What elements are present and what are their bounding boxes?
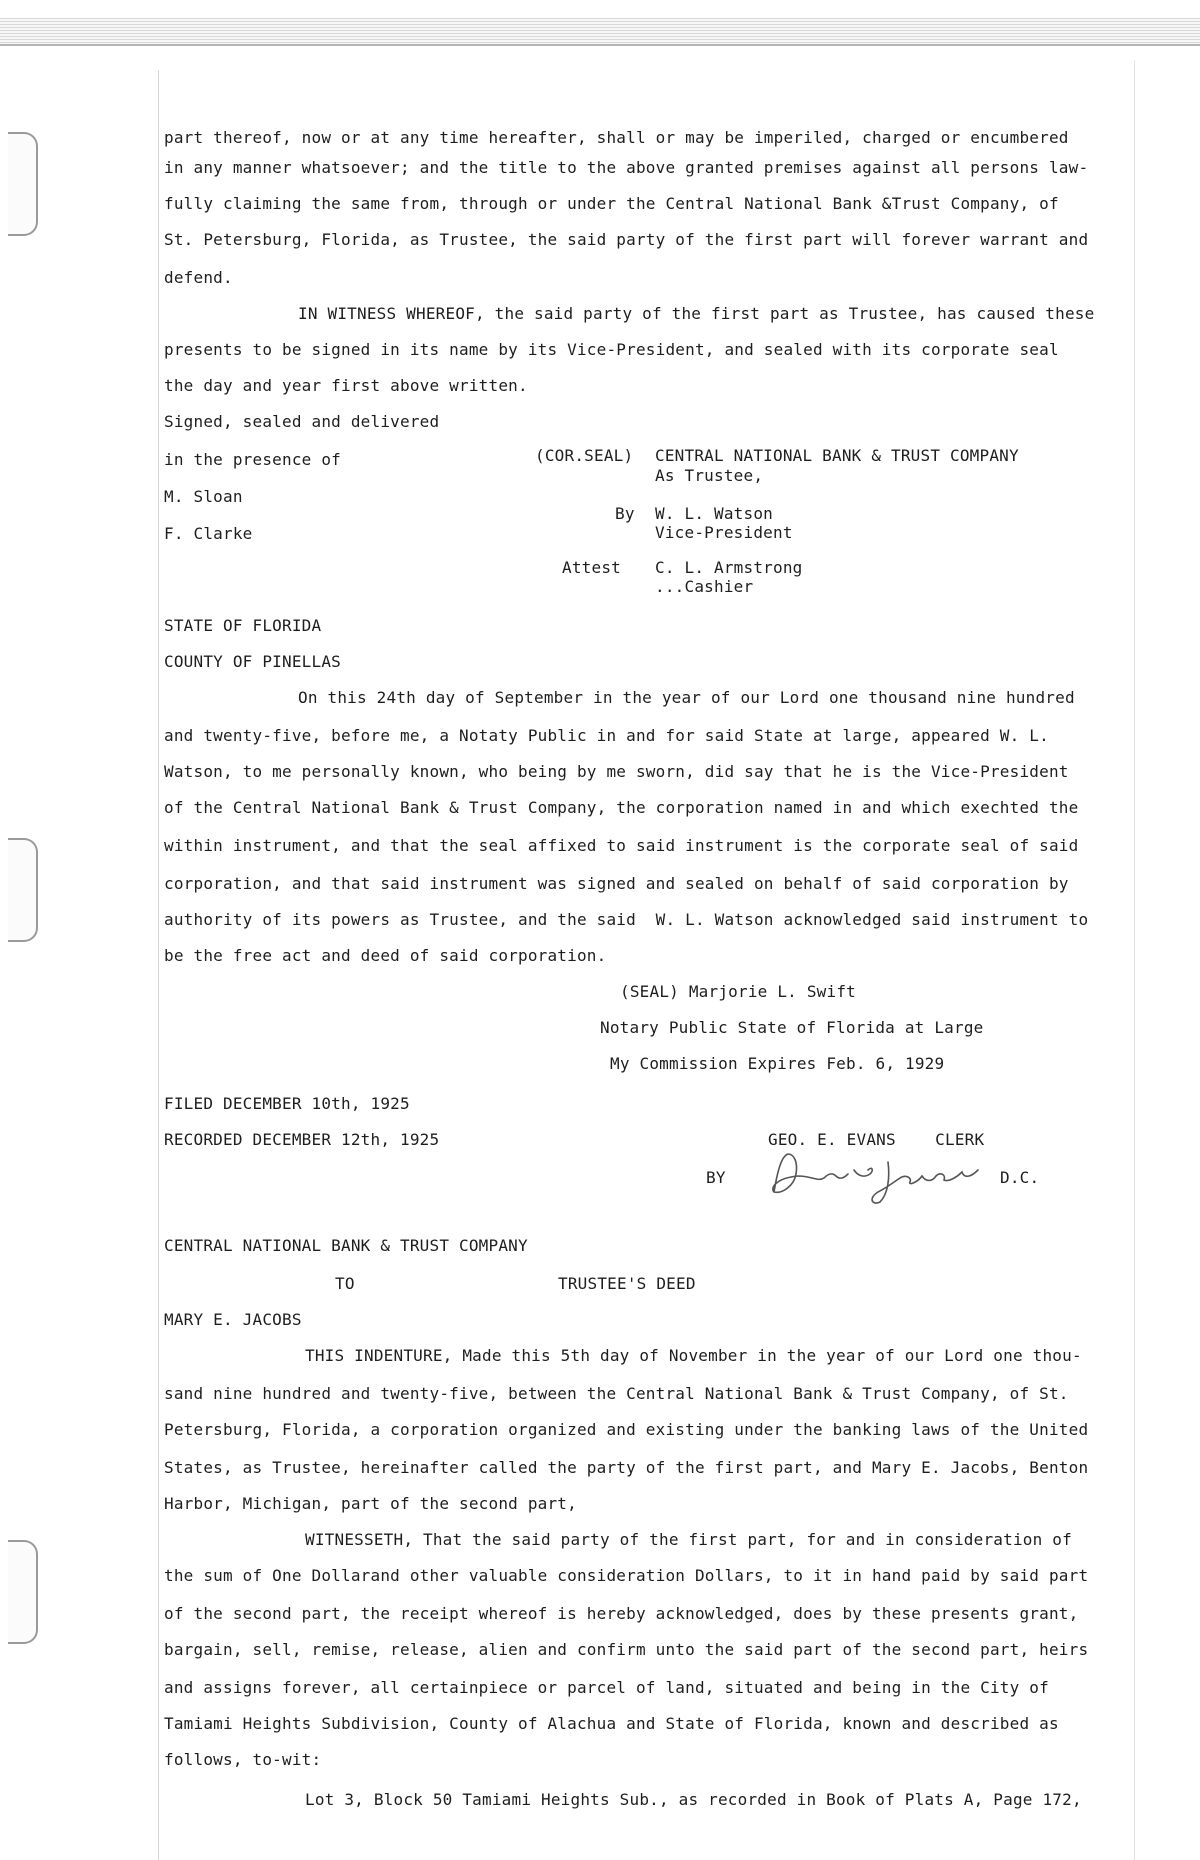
deputy-clerk: D.C. xyxy=(1000,1168,1040,1187)
corporate-seal-label: (COR.SEAL) xyxy=(535,446,634,465)
notary-title: Notary Public State of Florida at Large xyxy=(600,1018,984,1037)
text-line: of the Central National Bank & Trust Company, the corporation named in and which exechted the xyxy=(164,798,1079,817)
attester-title: ...Cashier xyxy=(655,577,754,596)
right-margin-rule xyxy=(1134,60,1135,1860)
scan-top-rule xyxy=(0,44,1200,46)
text-line: in any manner whatsoever; and the title to the above granted premises against all persons law- xyxy=(164,158,1089,177)
scan-top-band xyxy=(0,18,1200,44)
text-line: Petersburg, Florida, a corporation organized and existing under the banking laws of the United xyxy=(164,1420,1089,1439)
binder-hole-icon xyxy=(8,838,38,942)
signed-line: Signed, sealed and delivered xyxy=(164,412,440,431)
text-line: the day and year first above written. xyxy=(164,376,528,395)
text-line: Tamiami Heights Subdivision, County of Alachua and State of Florida, known and described as xyxy=(164,1714,1059,1733)
text-line: WITNESSETH, That the said party of the first part, for and in consideration of xyxy=(305,1530,1072,1549)
recorded-date: RECORDED DECEMBER 12th, 1925 xyxy=(164,1130,440,1149)
text-line: defend. xyxy=(164,268,233,287)
witness-name: F. Clarke xyxy=(164,524,253,543)
attester-name: C. L. Armstrong xyxy=(655,558,803,577)
notary-signature-line: (SEAL) Marjorie L. Swift xyxy=(620,982,856,1001)
text-line: presents to be signed in its name by its Vice-President, and sealed with its corporate seal xyxy=(164,340,1059,359)
handwritten-signature xyxy=(768,1148,998,1208)
deed-type: TRUSTEE'S DEED xyxy=(558,1274,696,1293)
text-line: and twenty-five, before me, a Notaty Public in and for said State at large, appeared W. L. xyxy=(164,726,1049,745)
presence-line: in the presence of xyxy=(164,450,341,469)
signer-name: W. L. Watson xyxy=(655,504,773,523)
left-margin-rule xyxy=(158,70,159,1860)
signer-title: Vice-President xyxy=(655,523,793,542)
company-name: CENTRAL NATIONAL BANK & TRUST COMPANY xyxy=(655,446,1019,465)
text-line: authority of its powers as Trustee, and the said W. L. Watson acknowledged said instrument to xyxy=(164,910,1089,929)
text-line: bargain, sell, remise, release, alien and confirm unto the said part of the second part, heirs xyxy=(164,1640,1089,1659)
text-line: part thereof, now or at any time hereafter, shall or may be imperiled, charged or encumbered xyxy=(164,128,1069,147)
text-line: Harbor, Michigan, part of the second part, xyxy=(164,1494,577,1513)
as-trustee: As Trustee, xyxy=(655,466,764,485)
text-line: of the second part, the receipt whereof is hereby acknowledged, does by these presents grant, xyxy=(164,1604,1079,1623)
by-label: By xyxy=(615,504,635,523)
text-line: within instrument, and that the seal affixed to said instrument is the corporate seal of said xyxy=(164,836,1079,855)
by-label: BY xyxy=(706,1168,726,1187)
text-line: States, as Trustee, hereinafter called the party of the first part, and Mary E. Jacobs, Benton xyxy=(164,1458,1089,1477)
text-line: Watson, to me personally known, who being by me sworn, did say that he is the Vice-President xyxy=(164,762,1069,781)
county-heading: COUNTY OF PINELLAS xyxy=(164,652,341,671)
text-line: THIS INDENTURE, Made this 5th day of November in the year of our Lord one thou- xyxy=(305,1346,1082,1365)
binder-hole-icon xyxy=(8,132,38,236)
to-heading: TO xyxy=(335,1274,355,1293)
witness-name: M. Sloan xyxy=(164,487,243,506)
text-line: corporation, and that said instrument was signed and sealed on behalf of said corporation by xyxy=(164,874,1069,893)
filed-date: FILED DECEMBER 10th, 1925 xyxy=(164,1094,410,1113)
text-line: sand nine hundred and twenty-five, between the Central National Bank & Trust Company, of St. xyxy=(164,1384,1069,1403)
grantee-heading: MARY E. JACOBS xyxy=(164,1310,302,1329)
text-line: follows, to-wit: xyxy=(164,1750,322,1769)
clerk-name: GEO. E. EVANS CLERK xyxy=(768,1130,985,1149)
state-heading: STATE OF FLORIDA xyxy=(164,616,322,635)
commission-expiry: My Commission Expires Feb. 6, 1929 xyxy=(610,1054,945,1073)
text-line: IN WITNESS WHEREOF, the said party of the first part as Trustee, has caused these xyxy=(298,304,1095,323)
text-line: On this 24th day of September in the year of our Lord one thousand nine hundred xyxy=(298,688,1075,707)
attest-label: Attest xyxy=(562,558,621,577)
text-line: be the free act and deed of said corporation. xyxy=(164,946,607,965)
text-line: and assigns forever, all certainpiece or parcel of land, situated and being in the City of xyxy=(164,1678,1049,1697)
text-line: the sum of One Dollarand other valuable consideration Dollars, to it in hand paid by said part xyxy=(164,1566,1089,1585)
text-line: St. Petersburg, Florida, as Trustee, the said party of the first part will forever warrant and xyxy=(164,230,1089,249)
lot-description: Lot 3, Block 50 Tamiami Heights Sub., as recorded in Book of Plats A, Page 172, xyxy=(305,1790,1082,1809)
grantor-heading: CENTRAL NATIONAL BANK & TRUST COMPANY xyxy=(164,1236,528,1255)
text-line: fully claiming the same from, through or under the Central National Bank &Trust Company, of xyxy=(164,194,1059,213)
binder-hole-icon xyxy=(8,1540,38,1644)
